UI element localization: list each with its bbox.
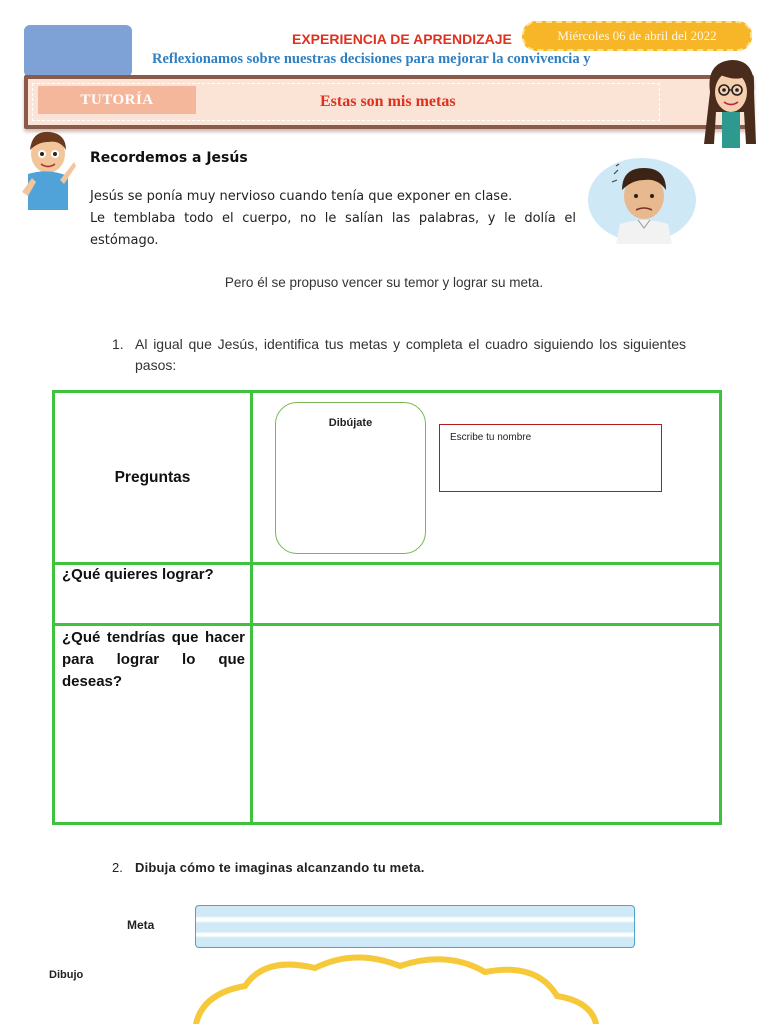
table-divider-2 — [55, 623, 719, 626]
story-line-1: Jesús se ponía muy nervioso cuando tenía que exponer en clase. — [90, 189, 513, 204]
table-divider-vertical — [250, 393, 253, 822]
meta-input-box[interactable] — [195, 905, 635, 948]
goals-table — [52, 390, 722, 825]
activity-1-text: Al igual que Jesús, identifica tus metas y completa el cuadro siguiendo los siguientes pasos: — [135, 336, 686, 373]
table-header-preguntas: Preguntas — [114, 468, 191, 486]
activity-1-number: 1. — [112, 336, 124, 352]
self-portrait-box[interactable] — [275, 402, 426, 554]
teacher-avatar-icon — [700, 52, 760, 148]
activity-2-number: 2. — [112, 860, 123, 875]
resolve-sentence: Pero él se propuso vencer su temor y lograr su meta. — [224, 275, 544, 290]
cloud-frame-icon[interactable] — [185, 950, 605, 1024]
activity-2-text: Dibuja cómo te imaginas alcanzando tu meta. — [135, 860, 425, 875]
area-label: TUTORÍA — [38, 86, 196, 114]
table-divider-1 — [55, 562, 719, 565]
experience-title: EXPERIENCIA DE APRENDIZAJE — [292, 31, 512, 47]
section-title: Recordemos a Jesús — [90, 150, 248, 166]
dibujo-label: Dibujo — [49, 969, 84, 981]
question-what-do-text: ¿Qué tendrías que hacer para lograr lo que deseas? — [62, 629, 245, 690]
activity-2 — [112, 860, 425, 875]
story-paragraph — [90, 186, 576, 252]
page-title: Estas son mis metas — [320, 93, 456, 110]
boy-pointing-icon — [20, 122, 76, 210]
self-portrait-label: Dibújate — [328, 417, 373, 429]
subtitle: Reflexionamos sobre nuestras decisiones para mejorar la convivencia y — [152, 51, 591, 67]
question-what-do — [62, 627, 245, 693]
header-blue-tab — [24, 25, 132, 77]
nervous-boy-icon — [586, 154, 698, 244]
meta-label: Meta — [127, 918, 155, 932]
name-input-label: Escribe tu nombre — [450, 432, 532, 443]
activity-1 — [112, 334, 686, 376]
story-line-2: Le temblaba todo el cuerpo, no le salían las palabras, y le dolía el estómago. — [90, 211, 576, 248]
name-input-box[interactable] — [439, 424, 662, 492]
date-badge: Miércoles 06 de abril del 2022 — [522, 21, 752, 51]
title-banner — [24, 75, 754, 129]
question-what-achieve: ¿Qué quieres lograr? — [62, 566, 214, 583]
